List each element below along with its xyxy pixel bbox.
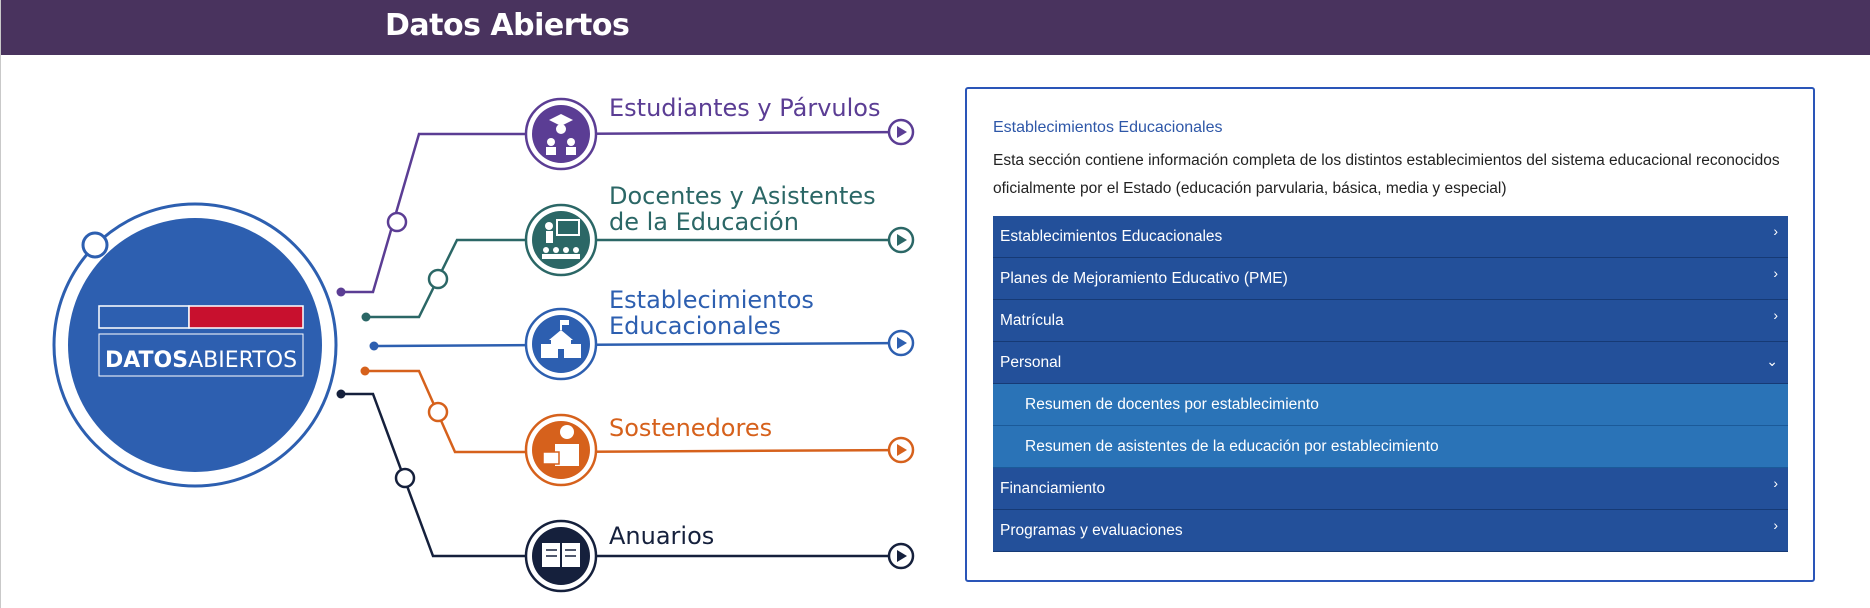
category-docentes-line1: Docentes y Asistentes bbox=[609, 182, 876, 210]
school-icon bbox=[526, 309, 596, 379]
yearbook-icon bbox=[526, 521, 596, 591]
accordion bbox=[993, 216, 1788, 552]
panel-description: Esta sección contiene información completa de los distintos establecimientos del sistema educacional reconocidos oficialmente por el Estado (educación parvularia, básica, media y especial) bbox=[993, 152, 1780, 197]
detail-panel bbox=[965, 87, 1815, 582]
category-sostenedores-line1: Sostenedores bbox=[609, 414, 773, 442]
play-sostenedores-icon[interactable] bbox=[889, 438, 913, 462]
top-bar bbox=[1, 0, 1870, 55]
accordion-item-matricula[interactable] bbox=[993, 300, 1788, 342]
accordion-item-programas[interactable] bbox=[993, 510, 1788, 552]
category-establecimientos-line2: Educacionales bbox=[609, 312, 781, 340]
category-establecimientos[interactable] bbox=[609, 287, 814, 339]
teachers-icon bbox=[526, 205, 596, 275]
accordion-item-label: Matrícula bbox=[1000, 312, 1064, 329]
panel-title: Establecimientos Educacionales bbox=[993, 119, 1223, 136]
personal-link-asistentes[interactable]: Resumen de asistentes de la educación por establecimiento bbox=[993, 426, 1788, 468]
accordion-item-label: Establecimientos Educacionales bbox=[1000, 228, 1223, 245]
chevron-right-icon: › bbox=[1773, 265, 1778, 281]
logo-wordmark bbox=[99, 340, 303, 382]
logo-text-light: ABIERTOS bbox=[188, 348, 298, 373]
accordion-item-label: Financiamiento bbox=[1000, 480, 1106, 497]
accordion-item-financiamiento[interactable] bbox=[993, 468, 1788, 510]
category-anuarios[interactable] bbox=[609, 523, 714, 549]
chevron-right-icon: › bbox=[1773, 517, 1778, 533]
category-sostenedores[interactable] bbox=[609, 415, 772, 441]
category-docentes[interactable] bbox=[609, 183, 876, 235]
chevron-right-icon: › bbox=[1773, 475, 1778, 491]
accordion-item-label: Planes de Mejoramiento Educativo (PME) bbox=[1000, 270, 1288, 287]
students-icon bbox=[526, 99, 596, 169]
personal-link-docentes[interactable]: Resumen de docentes por establecimiento bbox=[993, 384, 1788, 426]
accordion-item-label: Programas y evaluaciones bbox=[1000, 522, 1183, 539]
logo-text-bold: DATOS bbox=[104, 348, 189, 373]
accordion-item-establecimientos[interactable] bbox=[993, 216, 1788, 258]
category-diagram bbox=[1, 55, 931, 608]
page-title: Datos Abiertos bbox=[385, 8, 630, 43]
play-estudiantes-icon[interactable] bbox=[889, 120, 913, 144]
chevron-down-icon: ⌄ bbox=[1766, 353, 1778, 369]
category-establecimientos-line1: Establecimientos bbox=[609, 286, 814, 314]
category-docentes-line2: de la Educación bbox=[609, 208, 799, 236]
accordion-item-pme[interactable] bbox=[993, 258, 1788, 300]
play-establecimientos-icon[interactable] bbox=[889, 331, 913, 355]
play-docentes-icon[interactable] bbox=[889, 228, 913, 252]
owners-icon bbox=[526, 415, 596, 485]
category-estudiantes[interactable] bbox=[609, 95, 881, 121]
category-estudiantes-line1: Estudiantes y Párvulos bbox=[609, 94, 881, 122]
line-establecimientos bbox=[374, 343, 909, 346]
chevron-right-icon: › bbox=[1773, 223, 1778, 239]
chevron-right-icon: › bbox=[1773, 307, 1778, 323]
accordion-item-personal[interactable] bbox=[993, 342, 1788, 384]
category-anuarios-line1: Anuarios bbox=[609, 522, 715, 550]
accordion-item-label: Personal bbox=[1000, 354, 1062, 371]
play-anuarios-icon[interactable] bbox=[889, 544, 913, 568]
